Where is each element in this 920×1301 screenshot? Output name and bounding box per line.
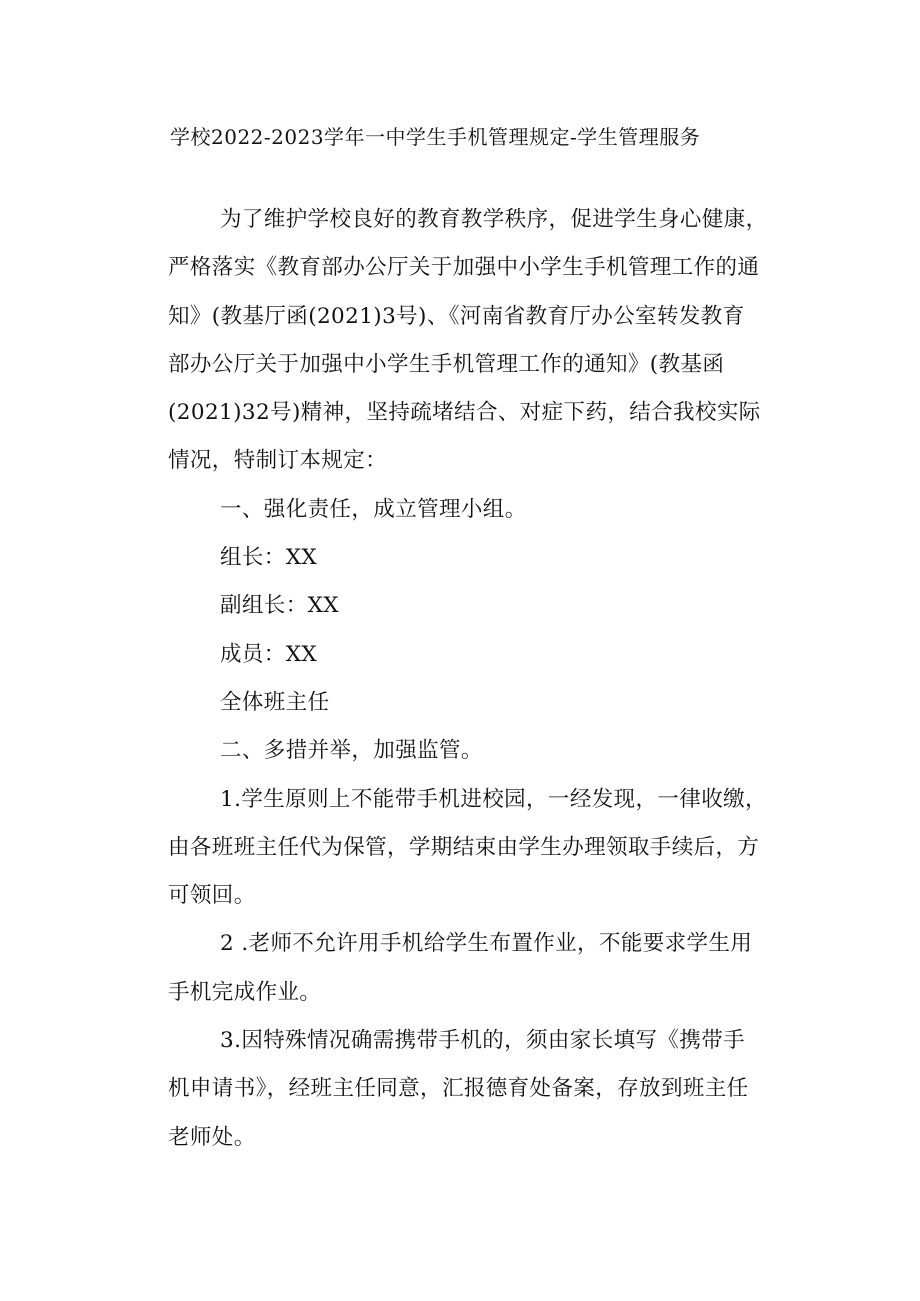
- rule-item-line: 可领回。: [168, 883, 256, 909]
- rule-item-line: 机申请书》，经班主任同意，汇报德育处备案，存放到班主任: [168, 1076, 749, 1102]
- members-line: 成员：XX: [220, 641, 318, 667]
- all-head-teachers-line: 全体班主任: [220, 689, 330, 715]
- rule-item-line: 1.学生原则上不能带手机进校园，一经发现，一律收缴，: [220, 786, 767, 812]
- group-leader-line: 组长：XX: [220, 545, 318, 571]
- document-body: [168, 201, 768, 1167]
- paragraph-line: (2021)32号)精神，坚持疏堵结合、对症下药，结合我校实际: [168, 400, 761, 426]
- section-heading: 一、强化责任，成立管理小组。: [220, 496, 527, 522]
- section-heading: 二、多措并举，加强监管。: [220, 738, 483, 764]
- rule-item-line: 3.因特殊情况确需携带手机的，须由家长填写《携带手: [220, 1028, 746, 1054]
- paragraph-line: 知》(教基厅函(2021)3号)、《河南省教育厅办公室转发教育: [168, 303, 745, 329]
- paragraph-line: 部办公厅关于加强中小学生手机管理工作的通知》(教基函: [168, 351, 725, 377]
- rule-item-line: 2 .老师不允许用手机给学生布置作业，不能要求学生用: [220, 931, 753, 957]
- rule-item-line: 手机完成作业。: [168, 979, 322, 1005]
- paragraph-line: 严格落实《教育部办公厅关于加强中小学生手机管理工作的通: [168, 255, 760, 281]
- paragraph-line: 情况，特制订本规定：: [168, 448, 388, 474]
- paragraph-line: 为了维护学校良好的教育教学秩序，促进学生身心健康，: [220, 207, 768, 232]
- rule-item-line: 由各班班主任代为保管，学期结束由学生办理领取手续后，方: [168, 834, 760, 860]
- rule-item-line: 老师处。: [168, 1124, 256, 1150]
- deputy-leader-line: 副组长：XX: [220, 593, 340, 619]
- document-title: 学校2022-2023学年一中学生手机管理规定-学生管理服务: [170, 125, 701, 149]
